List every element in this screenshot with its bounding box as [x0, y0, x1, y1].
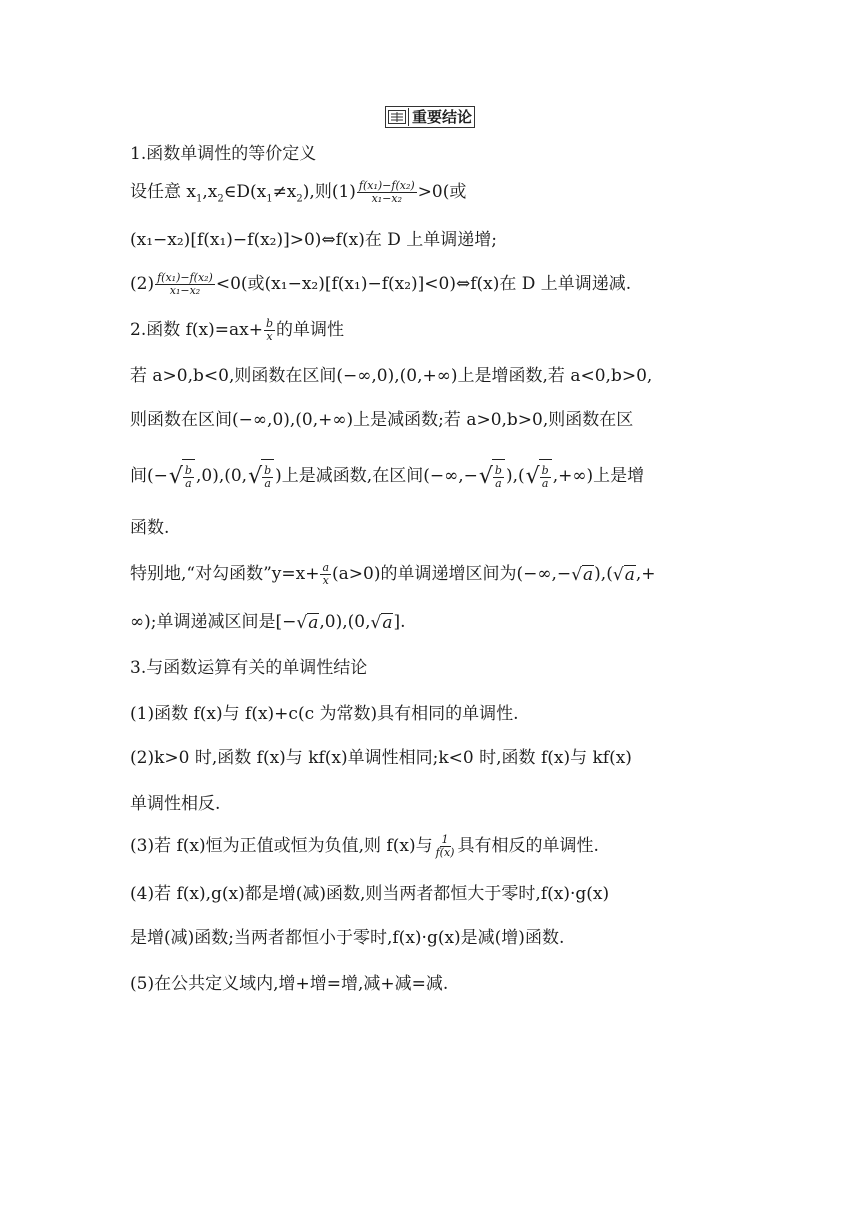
s1-line2: (x₁−x₂)[f(x₁)−f(x₂)]>0)⇔f(x)在 D 上单调递增;: [130, 230, 497, 250]
text: 具有相反的单调性.: [457, 836, 599, 856]
frac-b-a: [493, 465, 504, 490]
sub: 2: [296, 193, 303, 205]
s1-line3: [130, 272, 631, 297]
numerator: f(x₁)−f(x₂): [157, 271, 213, 284]
section-header: [0, 106, 860, 128]
text: ].: [393, 612, 406, 632]
text: 2.函数 f(x)=ax+: [130, 320, 263, 340]
section-title: 重要结论: [411, 108, 472, 126]
frac-b-a: [183, 465, 194, 490]
text: ∈D(x: [223, 182, 267, 202]
radical-sign: √: [612, 564, 624, 585]
s3-p4a: (4)若 f(x),g(x)都是增(减)函数,则当两者都恒大于零时,f(x)·g(x): [130, 884, 610, 904]
denominator: x: [266, 330, 273, 343]
s3-p1: (1)函数 f(x)与 f(x)+c(c 为常数)具有相同的单调性.: [130, 704, 519, 724]
text: 的单调性: [276, 320, 345, 340]
text: ,+: [635, 564, 656, 584]
numerator: b: [541, 463, 549, 477]
frac-a-x: [320, 562, 331, 587]
sqrt-a: [296, 611, 319, 635]
denominator: x: [322, 574, 329, 587]
sqrt-b-over-a: [248, 459, 274, 495]
notes-icon: [386, 108, 409, 126]
radicand: a: [382, 613, 393, 633]
numerator: f(x₁)−f(x₂): [358, 179, 415, 192]
text: (a>0)的单调递增区间为(−∞,−: [332, 564, 572, 584]
text: ≠x: [272, 182, 297, 202]
s3-p3: [130, 834, 599, 859]
numerator: b: [265, 317, 274, 330]
s3-p2b: 单调性相反.: [130, 794, 221, 814]
denominator: a: [264, 476, 271, 490]
denominator: x₁−x₂: [169, 284, 201, 297]
s1-title: 1.函数单调性的等价定义: [130, 144, 317, 164]
s2-line2: 则函数在区间(−∞,0),(0,+∞)上是减函数;若 a>0,b>0,则函数在区: [130, 410, 634, 430]
s2-line3: [130, 456, 644, 496]
radical-sign: √: [571, 564, 583, 585]
text: >0(或: [417, 182, 467, 202]
text: (2): [130, 274, 155, 294]
radicand: a: [624, 565, 635, 585]
radical-sign: √: [248, 463, 263, 489]
s2-line4: 函数.: [130, 518, 170, 538]
text: ,0),(0,: [195, 466, 248, 486]
radical-sign: √: [525, 463, 540, 489]
sqrt-b-over-a: [479, 459, 505, 495]
s3-p5: (5)在公共定义域内,增+增=增,减+减=减.: [130, 974, 449, 994]
frac-b-a: [540, 465, 551, 490]
difference-quotient-2: [155, 272, 215, 297]
denominator: a: [495, 476, 502, 490]
section-badge: [385, 106, 475, 128]
text: ),则(1): [302, 182, 356, 202]
denominator: a: [541, 476, 549, 490]
text: ,0),(0,: [319, 612, 371, 632]
text: ),(: [505, 466, 525, 486]
radicand: a: [583, 565, 594, 585]
s2-line1: 若 a>0,b<0,则函数在区间(−∞,0),(0,+∞)上是增函数,若 a<0,b>0,: [130, 366, 653, 386]
s1-line1: [130, 180, 466, 211]
sub: 1: [266, 193, 273, 205]
text: )上是减函数,在区间(−∞,−: [275, 466, 478, 486]
sqrt-a: [371, 611, 394, 635]
text: <0(或(x₁−x₂)[f(x₁)−f(x₂)]<0)⇔f(x)在 D 上单调递减.: [215, 274, 632, 294]
numerator: b: [264, 463, 272, 477]
sqrt-b-over-a: [169, 459, 195, 495]
s3-p2a: (2)k>0 时,函数 f(x)与 kf(x)单调性相同;k<0 时,函数 f(x)与 kf(x): [130, 748, 632, 768]
numerator: b: [494, 463, 502, 477]
numerator: a: [322, 561, 330, 574]
s3-p4b: 是增(减)函数;当两者都恒小于零时,f(x)·g(x)是减(增)函数.: [130, 928, 565, 948]
sub: 1: [196, 193, 203, 205]
s2-title: [130, 318, 344, 343]
text: 设任意 x: [130, 182, 196, 202]
difference-quotient: [357, 180, 417, 205]
sqrt-a: [613, 563, 636, 587]
numerator: 1: [441, 833, 449, 846]
text: ,+∞)上是增: [552, 466, 645, 486]
text: 特别地,“对勾函数”y=x+: [130, 564, 320, 584]
text: ),(: [594, 564, 613, 584]
radical-sign: √: [478, 463, 493, 489]
denominator: a: [185, 476, 192, 490]
denominator: x₁−x₂: [371, 192, 403, 205]
sqrt-a: [571, 563, 594, 587]
text: (3)若 f(x)恒为正值或恒为负值,则 f(x)与: [130, 836, 433, 856]
sub: 2: [217, 193, 224, 205]
radical-sign: √: [168, 463, 183, 489]
text: ∞);单调递减区间是[−: [130, 612, 297, 632]
text: 间(−: [130, 466, 168, 486]
radical-sign: √: [296, 612, 308, 633]
numerator: b: [184, 463, 192, 477]
radical-sign: √: [370, 612, 382, 633]
frac-b-a: [262, 465, 273, 490]
frac-b-x: [264, 318, 275, 343]
text: ,x: [202, 182, 218, 202]
s2-line6: [130, 610, 406, 635]
denominator: f(x): [435, 846, 455, 859]
s3-title: 3.与函数运算有关的单调性结论: [130, 658, 368, 678]
sqrt-b-over-a: [526, 459, 552, 495]
s2-line5: [130, 562, 655, 587]
radicand: a: [308, 613, 319, 633]
frac-1-fx: [434, 834, 457, 859]
